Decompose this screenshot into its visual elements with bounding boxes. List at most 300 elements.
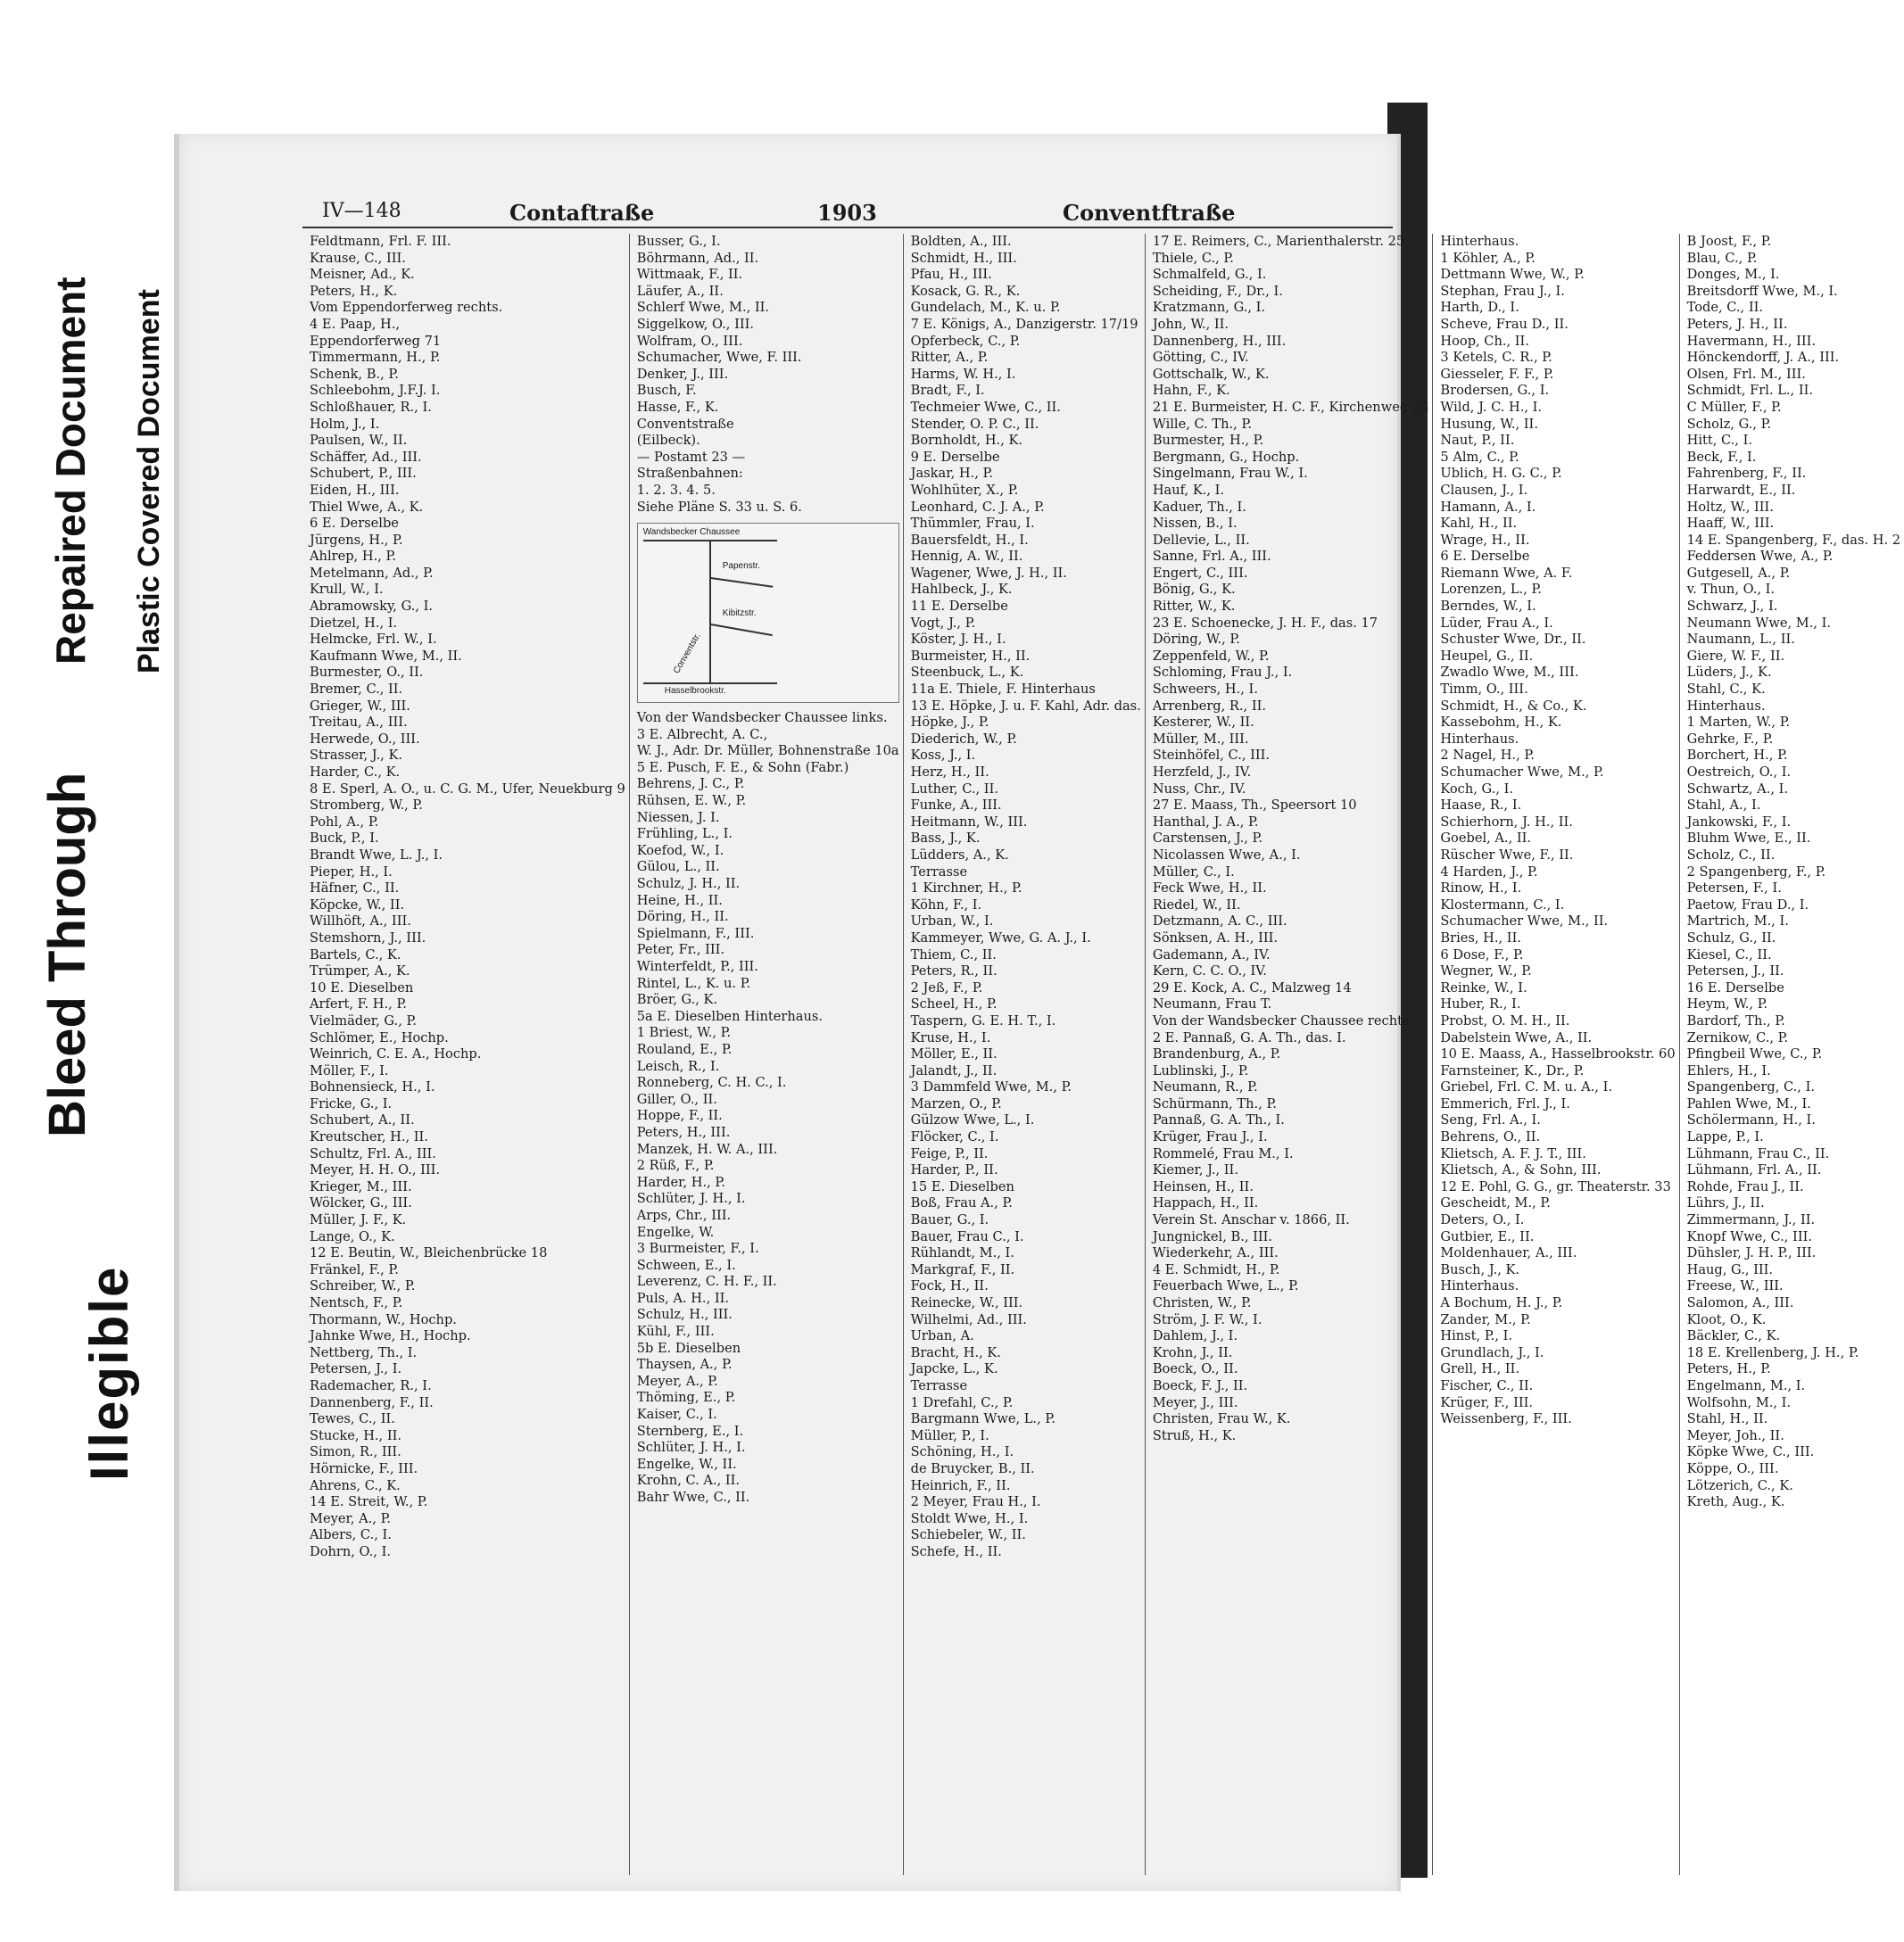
directory-entry: Harwardt, E., II. bbox=[1686, 482, 1796, 498]
directory-entry: Schmidt, Frl. L., II. bbox=[1686, 383, 1813, 399]
directory-entry: Herwede, O., III. bbox=[310, 731, 420, 747]
directory-entry: Schefe, H., II. bbox=[910, 1543, 1002, 1559]
directory-entry: Peter, Fr., III. bbox=[636, 942, 725, 958]
directory-entry: Emmerich, Frl. J., I. bbox=[1440, 1095, 1570, 1111]
directory-entry: Flöcker, C., I. bbox=[910, 1129, 999, 1145]
left-street-title: Contaftraße bbox=[509, 200, 655, 226]
directory-entry: Bahr Wwe, C., II. bbox=[636, 1490, 750, 1505]
directory-entry: Haase, R., I. bbox=[1440, 797, 1522, 814]
directory-entry: Krause, C., III. bbox=[310, 250, 406, 266]
street-map bbox=[637, 523, 899, 703]
directory-entry: Krüger, F., III. bbox=[1440, 1394, 1533, 1410]
directory-entry: Japcke, L., K. bbox=[910, 1361, 998, 1377]
directory-entry: Ahlrep, H., P. bbox=[310, 549, 396, 565]
directory-entry: Ström, J. F. W., I. bbox=[1152, 1311, 1262, 1327]
directory-entry: Engert, C., III. bbox=[1152, 565, 1248, 581]
directory-entry: 23 E. Schoenecke, J. H. F., das. 17 bbox=[1152, 615, 1378, 631]
directory-entry: Fränkel, F., P. bbox=[310, 1261, 399, 1277]
directory-entry: Meyer, H. H. O., III. bbox=[310, 1162, 441, 1178]
directory-entry: Rommelé, Frau M., I. bbox=[1152, 1145, 1294, 1161]
directory-entry: Bröer, G., K. bbox=[636, 992, 718, 1008]
directory-entry: Manzek, H. W. A., III. bbox=[636, 1141, 778, 1157]
directory-entry: Schwarz, J., I. bbox=[1686, 599, 1778, 615]
directory-entry: Siggelkow, O., III. bbox=[636, 316, 755, 332]
directory-entry: Pieper, H., I. bbox=[310, 864, 393, 880]
directory-entry: Rüscher Wwe, F., II. bbox=[1440, 847, 1574, 863]
header-rule bbox=[302, 227, 1393, 228]
directory-entry: Pahlen Wwe, M., I. bbox=[1686, 1095, 1811, 1111]
directory-entry: Schleebohm, J.F.J. I. bbox=[310, 383, 441, 399]
directory-entry: Schwartz, A., I. bbox=[1686, 781, 1789, 797]
directory-entry: Buck, P., I. bbox=[310, 831, 379, 847]
directory-entry: B Joost, F., P. bbox=[1686, 234, 1772, 249]
directory-entry: Schumacher, Wwe, F. III. bbox=[636, 350, 802, 366]
directory-entry: 1 Köhler, A., P. bbox=[1440, 250, 1536, 266]
directory-entry: Stucke, H., II. bbox=[310, 1427, 402, 1443]
directory-entry: Grell, H., II. bbox=[1440, 1361, 1520, 1377]
directory-entry: Arrenberg, R., II. bbox=[1152, 698, 1267, 714]
directory-entry: Probst, O. M. H., II. bbox=[1440, 1012, 1570, 1029]
directory-entry: Albers, C., I. bbox=[310, 1527, 392, 1543]
directory-entry: 6 E. Derselbe bbox=[1440, 549, 1530, 565]
directory-entry: Neumann, R., P. bbox=[1152, 1079, 1258, 1095]
directory-entry: Fischer, C., II. bbox=[1440, 1377, 1534, 1393]
directory-entry: Kiesel, C., II. bbox=[1686, 946, 1772, 963]
directory-entry: Boeck, O., II. bbox=[1152, 1361, 1238, 1377]
directory-columns bbox=[302, 234, 1901, 1875]
directory-entry: Fahrenberg, F., II. bbox=[1686, 466, 1807, 482]
directory-entry: Donges, M., I. bbox=[1686, 267, 1780, 283]
directory-entry: Bartels, C., K. bbox=[310, 946, 401, 963]
directory-entry: Hennig, A. W., II. bbox=[910, 549, 1023, 565]
directory-entry: Müller, M., III. bbox=[1152, 731, 1249, 747]
directory-entry: 1 Drefahl, C., P. bbox=[910, 1394, 1014, 1410]
directory-entry: Heym, W., P. bbox=[1686, 996, 1768, 1012]
directory-entry: Hinterhaus. bbox=[1440, 234, 1519, 249]
directory-entry: Jahnke Wwe, H., Hochp. bbox=[310, 1328, 471, 1344]
right-street-title: Conventftraße bbox=[1063, 200, 1236, 226]
directory-entry: Scheiding, F., Dr., I. bbox=[1152, 283, 1283, 299]
directory-entry: 9 E. Derselbe bbox=[910, 449, 1000, 465]
directory-entry: Köhn, F., I. bbox=[910, 897, 982, 913]
directory-entry: Kühl, F., III. bbox=[636, 1324, 715, 1340]
directory-entry: Scholz, G., P. bbox=[1686, 416, 1772, 432]
directory-entry: Schloßhauer, R., I. bbox=[310, 399, 432, 415]
directory-entry: Rohde, Frau J., II. bbox=[1686, 1178, 1804, 1194]
directory-entry: Feck Wwe, H., II. bbox=[1152, 880, 1267, 897]
directory-entry: Von der Wandsbecker Chaussee links. bbox=[636, 710, 888, 726]
directory-entry: Pannaß, G. A. Th., I. bbox=[1152, 1112, 1285, 1128]
directory-entry: Verein St. Anschar v. 1866, II. bbox=[1152, 1212, 1350, 1228]
directory-entry: Stromberg, W., P. bbox=[310, 797, 423, 814]
directory-entry: Schuster Wwe, Dr., II. bbox=[1440, 632, 1586, 648]
directory-entry: Bohnensieck, H., I. bbox=[310, 1079, 435, 1095]
directory-entry: Zander, M., P. bbox=[1440, 1311, 1531, 1327]
directory-entry: Müller, P., I. bbox=[910, 1427, 989, 1443]
directory-entry: Lange, O., K. bbox=[310, 1228, 395, 1244]
directory-entry: Nettberg, Th., I. bbox=[310, 1344, 418, 1360]
directory-entry: Trümper, A., K. bbox=[310, 963, 410, 979]
directory-entry: Schweers, H., I. bbox=[1152, 682, 1258, 698]
directory-entry: Terrasse bbox=[910, 864, 968, 880]
directory-entry: 14 E. Streit, W., P. bbox=[310, 1494, 428, 1510]
directory-entry: Gülou, L., II. bbox=[636, 859, 720, 875]
directory-entry: Lührs, J., II. bbox=[1686, 1195, 1765, 1211]
directory-entry: 27 E. Maass, Th., Speersort 10 bbox=[1152, 797, 1357, 814]
directory-entry: Krohn, J., II. bbox=[1152, 1344, 1233, 1360]
directory-entry: Brandt Wwe, L. J., I. bbox=[310, 847, 443, 863]
directory-entry: Opferbeck, C., P. bbox=[910, 333, 1021, 349]
directory-entry: Thaysen, A., P. bbox=[636, 1357, 733, 1373]
directory-entry: Bluhm Wwe, E., II. bbox=[1686, 831, 1811, 847]
directory-entry: Stemshorn, J., III. bbox=[310, 930, 426, 946]
directory-entry: Blau, C., P. bbox=[1686, 250, 1758, 266]
directory-entry: Spangenberg, C., I. bbox=[1686, 1079, 1815, 1095]
directory-entry: Sternberg, E., I. bbox=[636, 1423, 744, 1439]
directory-entry: Winterfeldt, P., III. bbox=[636, 959, 758, 974]
column-5 bbox=[1433, 234, 1679, 1875]
directory-entry: Döring, H., II. bbox=[636, 909, 729, 925]
directory-entry: Timm, O., III. bbox=[1440, 682, 1528, 698]
directory-entry: 6 E. Derselbe bbox=[310, 516, 399, 532]
directory-entry: Gademann, A., IV. bbox=[1152, 946, 1271, 963]
directory-entry: Zeppenfeld, W., P. bbox=[1152, 648, 1270, 664]
directory-entry: Nentsch, F., P. bbox=[310, 1295, 403, 1310]
directory-entry: Borchert, H., P. bbox=[1686, 748, 1788, 764]
directory-entry: 5 E. Pusch, F. E., & Sohn (Fabr.) bbox=[636, 759, 849, 775]
map-road-papenstr bbox=[710, 577, 773, 588]
directory-entry: Riedel, W., II. bbox=[1152, 897, 1241, 913]
directory-entry: Petersen, F., I. bbox=[1686, 880, 1782, 897]
directory-entry: Schween, E., I. bbox=[636, 1257, 736, 1273]
directory-entry: Burmeister, H., II. bbox=[910, 648, 1031, 664]
directory-entry: Lüders, J., K. bbox=[1686, 665, 1772, 681]
directory-entry: Farnsteiner, K., Dr., P. bbox=[1440, 1062, 1585, 1078]
directory-entry: Ronneberg, C. H. C., I. bbox=[636, 1075, 787, 1091]
directory-entry: Bauer, Frau C., I. bbox=[910, 1228, 1024, 1244]
directory-entry: Bauer, G., I. bbox=[910, 1212, 989, 1228]
directory-entry: Pfau, H., III. bbox=[910, 267, 992, 283]
directory-entry: Gehrke, F., P. bbox=[1686, 731, 1774, 747]
directory-entry: 2 Jeß, F., P. bbox=[910, 979, 983, 996]
label-illegible: Illegible bbox=[79, 1265, 139, 1481]
directory-entry: Oestreich, O., I. bbox=[1686, 764, 1792, 780]
directory-entry: Meyer, A., P. bbox=[636, 1373, 718, 1389]
directory-entry: Naumann, L., II. bbox=[1686, 632, 1795, 648]
directory-entry: Kammeyer, Wwe, G. A. J., I. bbox=[910, 930, 1091, 946]
directory-entry: Simon, R., III. bbox=[310, 1444, 401, 1460]
directory-entry: Vielmäder, G., P. bbox=[310, 1012, 417, 1029]
directory-entry: Rouland, E., P. bbox=[636, 1041, 733, 1057]
directory-entry: Schäffer, Ad., III. bbox=[310, 449, 422, 465]
directory-entry: 3 Ketels, C. R., P. bbox=[1440, 350, 1552, 366]
directory-entry: Busch, F. bbox=[636, 383, 697, 399]
directory-entry: Hinterhaus. bbox=[1686, 698, 1766, 714]
directory-entry: Detzmann, A. C., III. bbox=[1152, 913, 1287, 930]
directory-entry: Feddersen Wwe, A., P. bbox=[1686, 549, 1834, 565]
label-plastic-covered-document: Plastic Covered Document bbox=[132, 289, 166, 674]
directory-entry: Dannenberg, F., II. bbox=[310, 1394, 434, 1410]
directory-entry: Lublinski, J., P. bbox=[1152, 1062, 1249, 1078]
directory-entry: Busser, G., I. bbox=[636, 234, 721, 249]
map-road-bottom bbox=[643, 682, 777, 684]
map-kibitzstr-label: Kibitzstr. bbox=[722, 608, 757, 619]
directory-entry: Bäckler, C., K. bbox=[1686, 1328, 1781, 1344]
directory-entry: Wiederkehr, A., III. bbox=[1152, 1245, 1279, 1261]
directory-entry: 2 Nagel, H., P. bbox=[1440, 748, 1535, 764]
directory-entry: Luther, C., II. bbox=[910, 781, 998, 797]
directory-entry: Naut, P., II. bbox=[1440, 433, 1515, 449]
directory-entry: Brandenburg, A., P. bbox=[1152, 1046, 1281, 1062]
directory-entry: 13 E. Höpke, J. u. F. Kahl, Adr. das. bbox=[910, 698, 1141, 714]
directory-entry: 2 Rüß, F., P. bbox=[636, 1158, 715, 1174]
directory-entry: Schubert, A., II. bbox=[310, 1112, 415, 1128]
directory-entry: Jalandt, J., II. bbox=[910, 1062, 998, 1078]
directory-entry: Struß, H., K. bbox=[1152, 1427, 1237, 1443]
directory-entry: Döring, W., P. bbox=[1152, 632, 1240, 648]
directory-entry: Köster, J. H., I. bbox=[910, 632, 1006, 648]
directory-entry: Niessen, J. I. bbox=[636, 809, 720, 825]
directory-entry: Nissen, B., I. bbox=[1152, 516, 1238, 532]
directory-entry: Hoop, Ch., II. bbox=[1440, 333, 1529, 349]
directory-entry: Wild, J. C. H., I. bbox=[1440, 399, 1543, 415]
directory-entry: Heine, H., II. bbox=[636, 892, 723, 908]
directory-entry: Jankowski, F., I. bbox=[1686, 814, 1792, 830]
directory-entry: de Bruycker, B., II. bbox=[910, 1460, 1035, 1476]
map-bottom-label: Hasselbrookstr. bbox=[664, 686, 726, 697]
directory-entry: Schmidt, H., & Co., K. bbox=[1440, 698, 1587, 714]
directory-entry: Christen, Frau W., K. bbox=[1152, 1411, 1291, 1427]
directory-entry: Funke, A., III. bbox=[910, 797, 1002, 814]
directory-entry: Schöning, H., I. bbox=[910, 1444, 1014, 1460]
directory-entry: Giere, W. F., II. bbox=[1686, 648, 1785, 664]
directory-entry: Ehlers, H., I. bbox=[1686, 1062, 1771, 1078]
directory-entry: Behrens, O., II. bbox=[1440, 1129, 1541, 1145]
directory-entry: Wohlhüter, X., P. bbox=[910, 482, 1019, 498]
directory-entry: Kreutscher, H., II. bbox=[310, 1129, 428, 1145]
directory-entry: Engelmann, M., I. bbox=[1686, 1377, 1806, 1393]
map-papenstr-label: Papenstr. bbox=[722, 561, 760, 572]
directory-entry: Lühmann, Frl. A., II. bbox=[1686, 1162, 1822, 1178]
map-road-kibitzstr bbox=[710, 624, 772, 636]
directory-entry: Rintel, L., K. u. P. bbox=[636, 975, 751, 991]
directory-entry: 6 Dose, F., P. bbox=[1440, 946, 1524, 963]
directory-entry: Meyer, J., III. bbox=[1152, 1394, 1238, 1410]
directory-entry: Grundlach, J., I. bbox=[1440, 1344, 1544, 1360]
directory-entry: Kassebohm, H., K. bbox=[1440, 715, 1562, 731]
directory-entry: Bargmann Wwe, L., P. bbox=[910, 1411, 1055, 1427]
directory-entry: 16 E. Derselbe bbox=[1686, 979, 1784, 996]
directory-entry: Wölcker, G., III. bbox=[310, 1195, 412, 1211]
directory-entry: Köpcke, W., II. bbox=[310, 897, 405, 913]
directory-entry: Bries, H., II. bbox=[1440, 930, 1521, 946]
directory-entry: Bradt, F., I. bbox=[910, 383, 985, 399]
directory-entry: Peters, J. H., II. bbox=[1686, 316, 1788, 332]
directory-entry: Dietzel, H., I. bbox=[310, 615, 398, 631]
directory-entry: Heinrich, F., II. bbox=[910, 1477, 1011, 1493]
directory-entry: Köpke Wwe, C., III. bbox=[1686, 1444, 1815, 1460]
column-1 bbox=[302, 234, 630, 1875]
directory-entry: Arfert, F. H., P. bbox=[310, 996, 407, 1012]
directory-entry: Siehe Pläne S. 33 u. S. 6. bbox=[636, 499, 802, 515]
directory-entry: Thöming, E., P. bbox=[636, 1390, 736, 1406]
directory-entry: Boldten, A., III. bbox=[910, 234, 1012, 249]
directory-entry: Herz, H., II. bbox=[910, 764, 989, 780]
directory-entry: Kloot, O., K. bbox=[1686, 1311, 1767, 1327]
directory-entry: Lüdders, A., K. bbox=[910, 847, 1009, 863]
directory-entry: Haug, G., III. bbox=[1686, 1261, 1774, 1277]
directory-entry: Kaufmann Wwe, M., II. bbox=[310, 648, 462, 664]
directory-entry: Gutgesell, A., P. bbox=[1686, 565, 1791, 581]
directory-entry: Schubert, P., III. bbox=[310, 466, 417, 482]
page-year: 1903 bbox=[817, 200, 877, 226]
directory-entry: Wolfram, O., III. bbox=[636, 333, 743, 349]
directory-entry: Burmester, H., P. bbox=[1152, 433, 1264, 449]
directory-entry: Schmidt, H., III. bbox=[910, 250, 1017, 266]
directory-entry: Schulz, J. H., II. bbox=[636, 876, 741, 892]
directory-entry: Paetow, Frau D., I. bbox=[1686, 897, 1809, 913]
directory-entry: Wagener, Wwe, J. H., II. bbox=[910, 565, 1067, 581]
directory-entry: Eiden, H., III. bbox=[310, 482, 400, 498]
directory-entry: Thümmler, Frau, I. bbox=[910, 516, 1035, 532]
directory-entry: Koch, G., I. bbox=[1440, 781, 1513, 797]
directory-entry: Hönckendorff, J. A., III. bbox=[1686, 350, 1840, 366]
directory-entry: Leisch, R., I. bbox=[636, 1058, 720, 1074]
directory-entry: Olsen, Frl. M., III. bbox=[1686, 366, 1806, 382]
directory-entry: 11a E. Thiele, F. Hinterhaus bbox=[910, 682, 1096, 698]
map-conventstr-label: Conventstr. bbox=[671, 631, 703, 676]
directory-entry: Wilhelmi, Ad., III. bbox=[910, 1311, 1027, 1327]
directory-entry: Hamann, A., I. bbox=[1440, 499, 1536, 515]
directory-entry: 12 E. Pohl, G. G., gr. Theaterstr. 33 bbox=[1440, 1178, 1671, 1194]
directory-entry: Fock, H., II. bbox=[910, 1278, 989, 1294]
directory-entry: Rinow, H., I. bbox=[1440, 880, 1522, 897]
directory-entry: Krull, W., I. bbox=[310, 582, 384, 598]
directory-page bbox=[174, 134, 1901, 1891]
directory-entry: Klostermann, C., I. bbox=[1440, 897, 1565, 913]
directory-entry: Gutbier, E., II. bbox=[1440, 1228, 1535, 1244]
directory-entry: Singelmann, Frau W., I. bbox=[1152, 466, 1308, 482]
directory-entry: Stephan, Frau J., I. bbox=[1440, 283, 1565, 299]
directory-entry: Schlüter, J. H., I. bbox=[636, 1191, 746, 1207]
directory-entry: Knopf Wwe, C., III. bbox=[1686, 1228, 1812, 1244]
directory-entry: Steenbuck, L., K. bbox=[910, 665, 1024, 681]
directory-entry: Goebel, A., II. bbox=[1440, 831, 1532, 847]
directory-entry: 2 Meyer, Frau H., I. bbox=[910, 1494, 1041, 1510]
directory-entry: Hasse, F., K. bbox=[636, 399, 719, 415]
directory-entry: Hörnicke, F., III. bbox=[310, 1460, 418, 1476]
directory-entry: Rademacher, R., I. bbox=[310, 1377, 432, 1393]
directory-entry: Thormann, W., Hochp. bbox=[310, 1311, 457, 1327]
directory-entry: Terrasse bbox=[910, 1377, 968, 1393]
directory-entry: Dohrn, O., I. bbox=[310, 1543, 391, 1559]
directory-entry: Abramowsky, G., I. bbox=[310, 599, 434, 615]
directory-entry: Wolfsohn, M., I. bbox=[1686, 1394, 1792, 1410]
directory-entry: Frühling, L., I. bbox=[636, 826, 733, 842]
directory-entry: 12 E. Beutin, W., Bleichenbrücke 18 bbox=[310, 1245, 548, 1261]
directory-entry: Peters, R., II. bbox=[910, 963, 998, 979]
directory-entry: 1 Briest, W., P. bbox=[636, 1025, 732, 1041]
directory-entry: Feuerbach Wwe, L., P. bbox=[1152, 1278, 1299, 1294]
directory-entry: Klietsch, A., & Sohn, III. bbox=[1440, 1162, 1602, 1178]
directory-entry: Kosack, G. R., K. bbox=[910, 283, 1021, 299]
directory-entry: Bornholdt, H., K. bbox=[910, 433, 1023, 449]
directory-entry: Meisner, Ad., K. bbox=[310, 267, 415, 283]
directory-entry: Schölermann, H., I. bbox=[1686, 1112, 1816, 1128]
directory-entry: Von der Wandsbecker Chaussee rechts. bbox=[1152, 1012, 1414, 1029]
directory-entry: Schlerf Wwe, M., II. bbox=[636, 300, 770, 316]
directory-entry: Schenk, B., P. bbox=[310, 366, 399, 382]
directory-entry: Feldtmann, Frl. F. III. bbox=[310, 234, 451, 249]
directory-entry: Bremer, C., II. bbox=[310, 682, 403, 698]
directory-entry: Lappe, P., I. bbox=[1686, 1129, 1764, 1145]
directory-entry: Haaff, W., III. bbox=[1686, 516, 1775, 532]
label-bleed-through: Bleed Through bbox=[38, 772, 96, 1137]
directory-entry: Kaduer, Th., I. bbox=[1152, 499, 1246, 515]
directory-entry: 5b E. Dieselben bbox=[636, 1340, 741, 1356]
directory-entry: Helmcke, Frl. W., I. bbox=[310, 632, 437, 648]
map-top-label: Wandsbecker Chaussee bbox=[642, 527, 741, 538]
directory-entry: Metelmann, Ad., P. bbox=[310, 565, 434, 581]
directory-entry: Köppe, O., III. bbox=[1686, 1460, 1779, 1476]
directory-entry: Strasser, J., K. bbox=[310, 748, 402, 764]
annotation-strip bbox=[0, 0, 178, 1942]
directory-entry: Meyer, Joh., II. bbox=[1686, 1427, 1784, 1443]
directory-entry: Schulz, H., III. bbox=[636, 1307, 733, 1323]
directory-entry: Pohl, A., P. bbox=[310, 814, 379, 830]
directory-entry: Eppendorferweg 71 bbox=[310, 333, 442, 349]
directory-entry: Peters, H., K. bbox=[310, 283, 398, 299]
directory-entry: Kiemer, J., II. bbox=[1152, 1162, 1238, 1178]
directory-entry: Schmalfeld, G., I. bbox=[1152, 267, 1267, 283]
directory-entry: 3 Burmeister, F., I. bbox=[636, 1241, 759, 1257]
directory-entry: Seng, Frl. A., I. bbox=[1440, 1112, 1541, 1128]
directory-entry: Arps, Chr., III. bbox=[636, 1207, 732, 1223]
directory-entry: Schürmann, Th., P. bbox=[1152, 1095, 1277, 1111]
directory-entry: Giesseler, F. F., P. bbox=[1440, 366, 1554, 382]
directory-entry: 4 E. Schmidt, H., P. bbox=[1152, 1261, 1280, 1277]
directory-entry: Schumacher Wwe, M., II. bbox=[1440, 913, 1609, 930]
directory-entry: Berndes, W., I. bbox=[1440, 599, 1536, 615]
directory-entry: Schlömer, E., Hochp. bbox=[310, 1029, 449, 1045]
directory-entry: Zimmermann, J., II. bbox=[1686, 1212, 1816, 1228]
directory-entry: Kaiser, C., I. bbox=[636, 1407, 717, 1423]
directory-entry: Neumann, Frau T. bbox=[1152, 996, 1272, 1012]
directory-entry: Heitmann, W., III. bbox=[910, 814, 1028, 830]
directory-entry: Thiele, C., P. bbox=[1152, 250, 1234, 266]
directory-entry: Jaskar, H., P. bbox=[910, 466, 993, 482]
directory-entry: Leonhard, C. J. A., P. bbox=[910, 499, 1045, 515]
directory-entry: Bass, J., K. bbox=[910, 831, 981, 847]
directory-entry: Happach, H., II. bbox=[1152, 1195, 1259, 1211]
directory-entry: Thiem, C., II. bbox=[910, 946, 997, 963]
directory-entry: Scholz, C., II. bbox=[1686, 847, 1776, 863]
directory-entry: Vogt, J., P. bbox=[910, 615, 976, 631]
directory-entry: Burmester, O., II. bbox=[310, 665, 424, 681]
directory-entry: Conventstraße bbox=[636, 416, 734, 432]
directory-entry: 18 E. Krellenberg, J. H., P. bbox=[1686, 1344, 1859, 1360]
directory-entry: Hauf, K., I. bbox=[1152, 482, 1225, 498]
directory-entry: Weinrich, C. E. A., Hochp. bbox=[310, 1046, 482, 1062]
directory-entry: A Bochum, H. J., P. bbox=[1440, 1295, 1563, 1310]
directory-entry: Brodersen, G., I. bbox=[1440, 383, 1550, 399]
directory-entry: 3 E. Albrecht, A. C., bbox=[636, 726, 768, 742]
directory-entry: Schlüter, J. H., I. bbox=[636, 1440, 746, 1456]
directory-entry: Dühsler, J. H. P., III. bbox=[1686, 1245, 1817, 1261]
directory-entry: Kreth, Aug., K. bbox=[1686, 1494, 1785, 1510]
page-number: IV—148 bbox=[322, 200, 401, 222]
directory-entry: Harder, H., P. bbox=[636, 1174, 725, 1190]
